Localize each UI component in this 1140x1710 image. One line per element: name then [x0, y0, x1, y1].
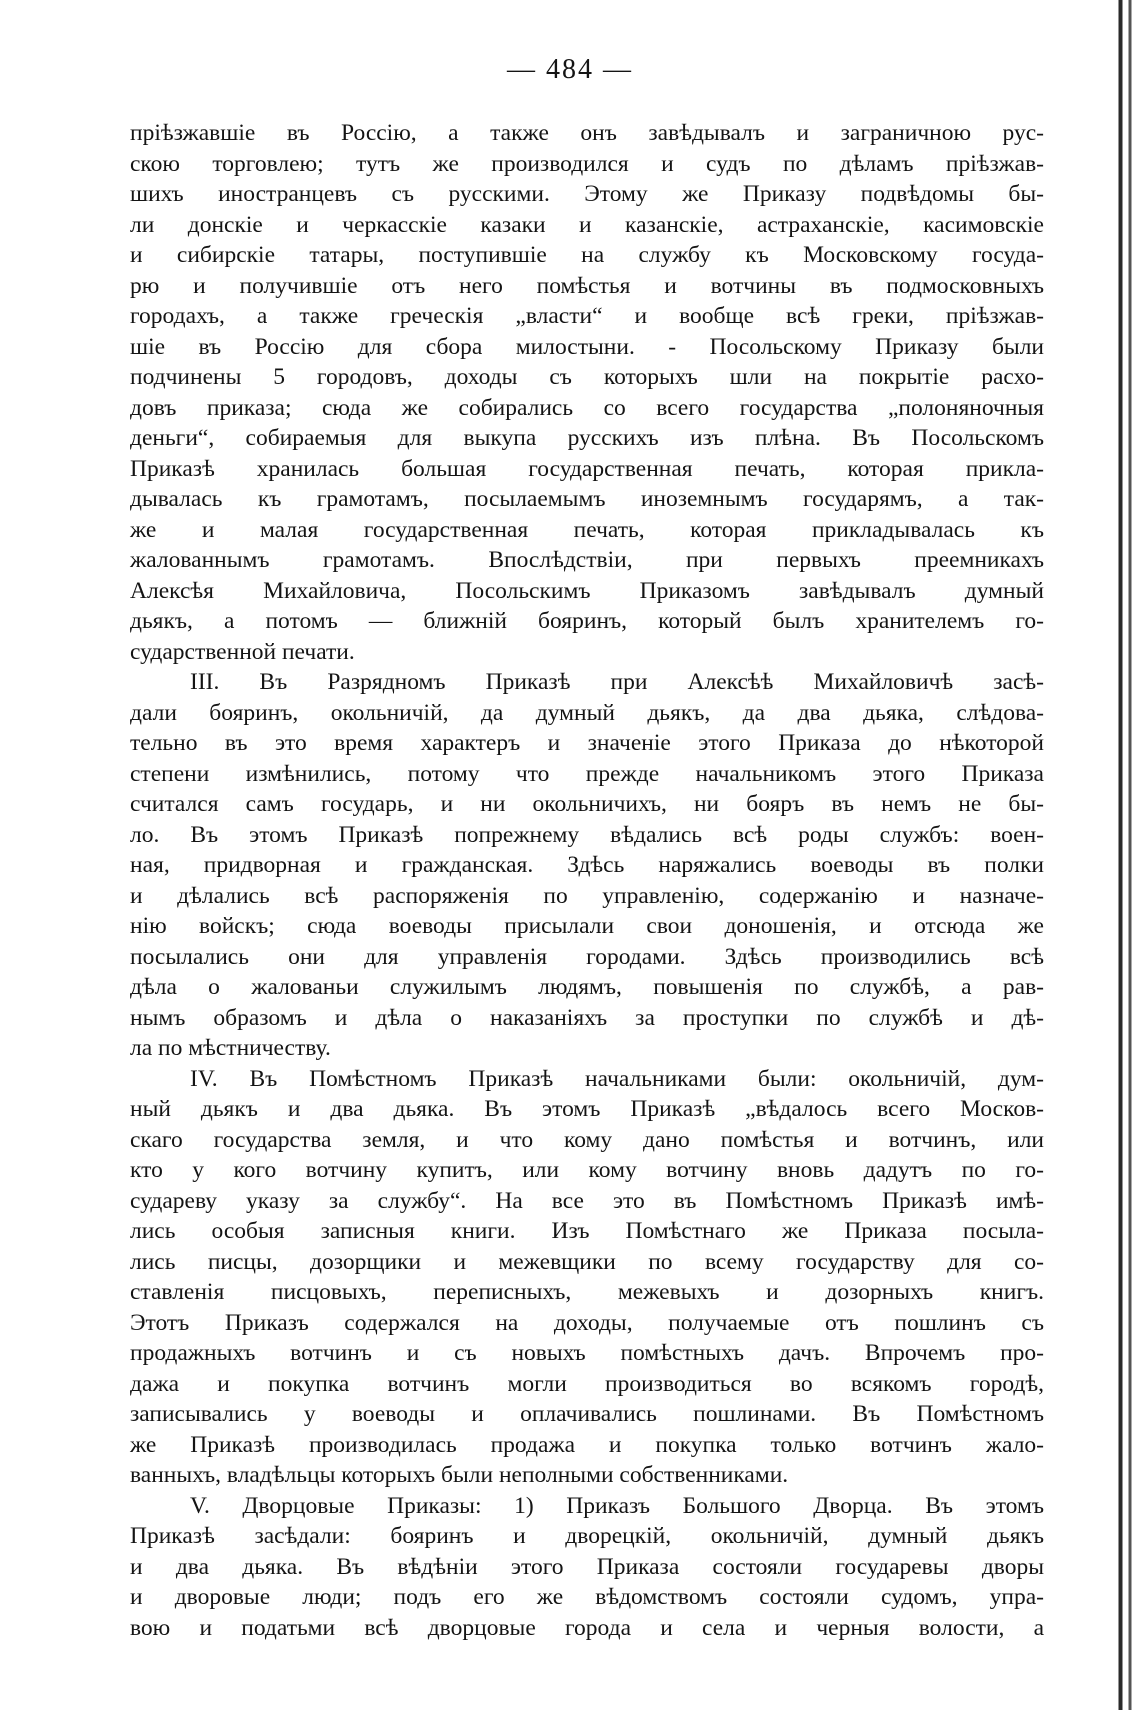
text-line: считался самъ государь, и ни окольничихъ, ни бояръ въ немъ не бы-	[130, 791, 1044, 817]
text-line: нымъ образомъ и дѣла о наказаніяхъ за проступки по службѣ и дѣ-	[130, 1004, 1044, 1031]
text-line: лись писцы, дозорщики и межевщики по всему государству для со-	[130, 1248, 1044, 1275]
text-line: Приказѣ хранилась большая государственная печать, которая прикла-	[130, 455, 1044, 482]
text-line: сударственной печати.	[130, 638, 355, 665]
section-heading-line: III. Въ Разрядномъ Приказѣ при Алексѣѣ Михайловичѣ засѣ-	[190, 669, 1044, 695]
text-line: дали бояринъ, окольничій, да думный дьякъ, да два дьяка, слѣдова-	[130, 699, 1044, 726]
text-line: и сибирскіе татары, поступившіе на службу къ Московскому госуда-	[130, 242, 1044, 268]
text-line: лись особыя записныя книги. Изъ Помѣстнаго же Приказа посыла-	[130, 1218, 1044, 1244]
text-line: записывались у воеводы и оплачивались пошлинами. Въ Помѣстномъ	[130, 1401, 1044, 1427]
text-line: Алексѣя Михайловича, Посольскимъ Приказомъ завѣдывалъ думный	[130, 577, 1044, 604]
text-line: Приказѣ засѣдали: бояринъ и дворецкій, окольничій, думный дьякъ	[130, 1523, 1044, 1549]
text-line: ная, придворная и гражданская. Здѣсь наряжались воеводы въ полки	[130, 852, 1044, 878]
text-line: ли донскіе и черкасскіе казаки и казанскіе, астраханскіе, касимовскіе	[130, 211, 1044, 238]
text-line: Этотъ Приказъ содержался на доходы, получаемые отъ пошлинъ съ	[130, 1309, 1044, 1336]
text-line: же и малая государственная печать, которая прикладывалась къ	[130, 516, 1044, 543]
text-line: городахъ, а также греческія „власти“ и вообще всѣ греки, пріѣзжав-	[130, 303, 1044, 329]
text-line: шіе въ Россію для сбора милостыни. - Посольскому Приказу были	[130, 333, 1044, 360]
text-line: довъ приказа; сюда же собирались со всего государства „полоняночныя	[130, 394, 1044, 421]
body-text	[130, 118, 1044, 1643]
text-line: дажа и покупка вотчинъ могли производиться во всякомъ городѣ,	[130, 1370, 1044, 1397]
text-line: шихъ иностранцевъ съ русскими. Этому же Приказу подвѣдомы бы-	[130, 181, 1044, 207]
text-line: и дворовые люди; подъ его же вѣдомствомъ состояли судомъ, упра-	[130, 1584, 1044, 1610]
page-number: — 484 —	[507, 54, 633, 85]
text-line: пріѣзжавшіе въ Россію, а также онъ завѣдывалъ и заграничною рус-	[130, 120, 1044, 146]
text-line: жалованнымъ грамотамъ. Впослѣдствіи, при первыхъ преемникахъ	[130, 547, 1044, 573]
text-line: скою торговлею; тутъ же производился и судъ по дѣламъ пріѣзжав-	[130, 150, 1044, 177]
text-line: дывалась къ грамотамъ, посылаемымъ иноземнымъ государямъ, а так-	[130, 486, 1044, 512]
text-line: же Приказѣ производилась продажа и покупка только вотчинъ жало-	[130, 1431, 1044, 1458]
text-line: и два дьяка. Въ вѣдѣніи этого Приказа состояли государевы дворы	[130, 1553, 1044, 1580]
text-line: посылались они для управленія городами. Здѣсь производились всѣ	[130, 943, 1044, 970]
text-line: ло. Въ этомъ Приказѣ попрежнему вѣдались всѣ роды службъ: воен-	[130, 821, 1044, 848]
text-line: кто у кого вотчину купитъ, или кому вотчину вновь дадутъ по го-	[130, 1157, 1044, 1183]
text-line: ванныхъ, владѣльцы которыхъ были неполными собственниками.	[130, 1462, 789, 1488]
text-line: скаго государства земля, и что кому дано помѣстья и вотчинъ, или	[130, 1126, 1044, 1153]
text-line: ный дьякъ и два дьяка. Въ этомъ Приказѣ „вѣдалось всего Москов-	[130, 1096, 1044, 1122]
text-line: дѣла о жалованьи служилымъ людямъ, повышенія по службѣ, а рав-	[130, 974, 1044, 1000]
text-line: тельно въ это время характеръ и значеніе этого Приказа до нѣкоторой	[130, 730, 1044, 756]
text-line: судареву указу за службу“. На все это въ Помѣстномъ Приказѣ имѣ-	[130, 1187, 1044, 1214]
text-line: рю и получившіе отъ него помѣстья и вотчины въ подмосковныхъ	[130, 272, 1044, 299]
text-line: ставленія писцовыхъ, переписныхъ, межевыхъ и дозорныхъ книгъ.	[130, 1279, 1044, 1305]
text-line: и дѣлались всѣ распоряженія по управленію, содержанію и назначе-	[130, 882, 1044, 909]
page-binding-edge	[1106, 0, 1140, 1710]
text-line: нію войскъ; сюда воеводы присылали свои доношенія, и отсюда же	[130, 913, 1044, 939]
text-line: степени измѣнились, потому что прежде начальникомъ этого Приказа	[130, 760, 1044, 787]
text-line: ла по мѣстничеству.	[130, 1035, 331, 1061]
text-line: деньги“, собираемыя для выкупа русскихъ изъ плѣна. Въ Посольскомъ	[130, 425, 1044, 451]
text-line: вою и податьми всѣ дворцовые города и села и черныя волости, а	[130, 1614, 1044, 1641]
section-heading-line: IV. Въ Помѣстномъ Приказѣ начальниками были: окольничій, дум-	[190, 1065, 1044, 1092]
text-line: продажныхъ вотчинъ и съ новыхъ помѣстныхъ дачъ. Впрочемъ про-	[130, 1340, 1044, 1366]
text-line: подчинены 5 городовъ, доходы съ которыхъ шли на покрытіе расхо-	[130, 364, 1044, 390]
section-heading-line: V. Дворцовые Приказы: 1) Приказъ Большого Дворца. Въ этомъ	[190, 1492, 1044, 1519]
text-line: дьякъ, а потомъ — ближній бояринъ, который былъ хранителемъ го-	[130, 608, 1044, 634]
